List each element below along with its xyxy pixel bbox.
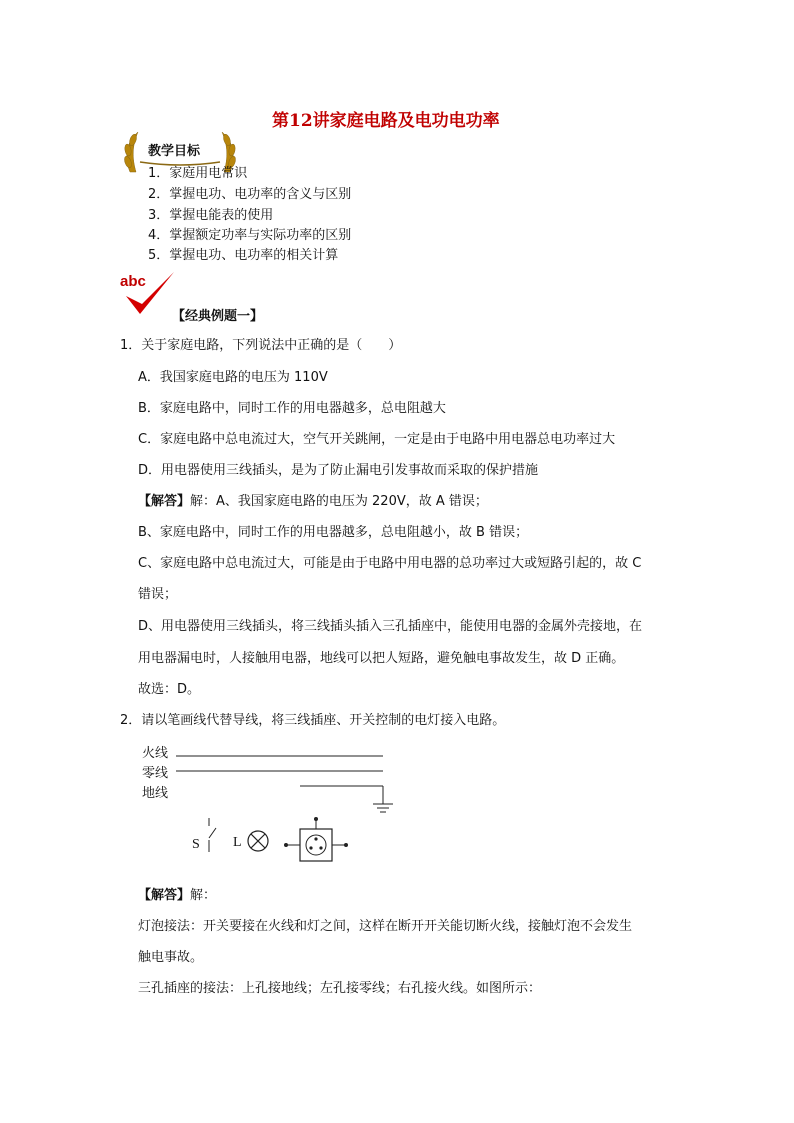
- goal-item: 1．家庭用电常识: [148, 166, 248, 181]
- question-1-stem: 1．关于家庭电路，下列说法中正确的是（ ）: [120, 338, 402, 353]
- option-d: D．用电器使用三线插头，是为了防止漏电引发事故而采取的保护措施: [138, 463, 539, 478]
- question-2-stem: 2．请以笔画线代替导线，将三线插座、开关控制的电灯接入电路。: [120, 713, 506, 728]
- option-c: C．家庭电路中总电流过大，空气开关跳闸，一定是由于电路中用电器总电功率过大: [138, 432, 616, 447]
- answer-1-line: 错误；: [138, 587, 178, 602]
- answer-2-line: 触电事故。: [138, 950, 204, 965]
- answer-text: 解：A、我国家庭电路的电压为 220V，故 A 错误；: [190, 494, 488, 509]
- answer-1-line: C、家庭电路中总电流过大，可能是由于电路中用电器的总功率过大或短路引起的，故 C: [138, 556, 642, 571]
- abc-label: abc: [120, 273, 146, 290]
- answer-1-line: 用电器漏电时，人接触用电器，地线可以把人短路，避免触电事故发生，故 D 正确。: [138, 651, 625, 666]
- page-title: 第12讲家庭电路及电功电功率: [272, 111, 500, 131]
- goal-item: 5．掌握电功、电功率的相关计算: [148, 248, 339, 263]
- answer-1-line: B、家庭电路中，同时工作的用电器越多，总电阻越小，故 B 错误；: [138, 525, 529, 540]
- switch-icon: [209, 818, 216, 852]
- neutral-wire-label: 零线: [142, 766, 169, 781]
- goal-item: 4．掌握额定功率与实际功率的区别: [148, 228, 352, 243]
- answer-tag: 【解答】: [138, 888, 191, 903]
- option-a: A．我国家庭电路的电压为 110V: [138, 370, 328, 385]
- answer-tag: 【解答】: [138, 494, 191, 509]
- answer-1-line: [138, 490, 488, 509]
- option-b: B．家庭电路中，同时工作的用电器越多，总电阻越大: [138, 401, 446, 416]
- goal-item: 2．掌握电功、电功率的含义与区别: [148, 187, 352, 202]
- switch-label: S: [192, 837, 200, 852]
- abc-check-icon: [120, 268, 176, 320]
- circuit-diagram: [140, 740, 400, 865]
- answer-1-line: 故选：D。: [138, 682, 201, 697]
- goal-item: 3．掌握电能表的使用: [148, 208, 274, 223]
- lamp-label: L: [233, 835, 242, 850]
- answer-1-line: D、用电器使用三线插头，将三线插头插入三孔插座中，能使用电器的金属外壳接地，在: [138, 619, 643, 634]
- lamp-icon: [248, 831, 268, 851]
- live-wire-label: 火线: [142, 746, 169, 761]
- goals-heading: 教学目标: [148, 144, 201, 159]
- three-hole-socket-icon: [284, 817, 348, 861]
- answer-2-line: 灯泡接法：开关要接在火线和灯之间，这样在断开开关能切断火线，接触灯泡不会发生: [138, 919, 633, 934]
- answer-2-line: [138, 884, 216, 903]
- section-heading: 【经典例题一】: [172, 309, 264, 324]
- answer-text: 解：: [190, 888, 217, 903]
- answer-2-line: 三孔插座的接法：上孔接地线；左孔接零线；右孔接火线。如图所示：: [138, 981, 542, 996]
- ground-wire-label: 地线: [142, 786, 169, 801]
